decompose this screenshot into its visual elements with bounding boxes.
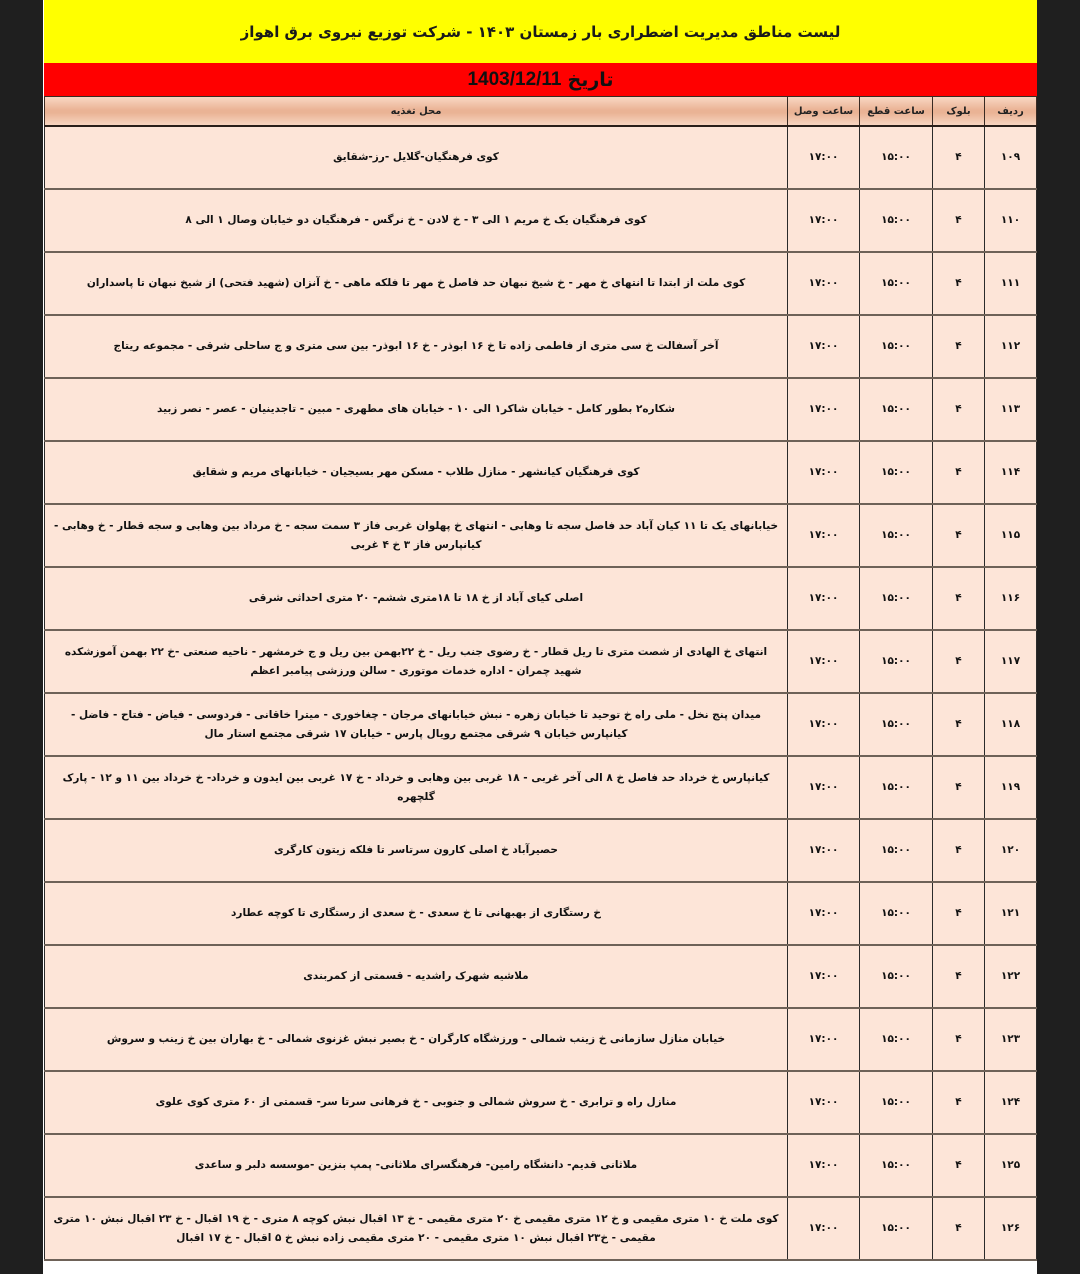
table-row <box>45 945 1037 1008</box>
cell-block: ۴ <box>933 1071 985 1134</box>
cell-row-number: ۱۱۳ <box>985 378 1037 441</box>
cell-block: ۴ <box>933 567 985 630</box>
cell-block: ۴ <box>933 126 985 189</box>
cell-block: ۴ <box>933 504 985 567</box>
cell-block: ۴ <box>933 756 985 819</box>
document-title: لیست مناطق مدیریت اضطراری بار زمستان ۱۴۰۳ - شرکت توزیع نیروی برق اهواز <box>44 0 1037 63</box>
cell-location: کوی فرهنگیان-گلایل -رز-شقایق <box>45 126 788 189</box>
cell-cut-time: ۱۵:۰۰ <box>860 567 933 630</box>
cell-cut-time: ۱۵:۰۰ <box>860 882 933 945</box>
table-row <box>45 693 1037 756</box>
cell-location: انتهای خ الهادی از شصت متری تا ریل قطار - خ رضوی جنب ریل - خ ۲۲بهمن بین ریل و ج خرمشهر - ناحیه صنعتی -خ ۲۲ بهمن آموزشکده شهید چمران - اداره خدمات موتوری - سالن ورزشی پیامبر اعظم <box>45 630 788 693</box>
cell-location: کیانپارس خ خرداد حد فاصل خ ۸ الی آخر غربی - ۱۸ غربی بین وهابی و خرداد - خ ۱۷ غربی بین ایدون و خرداد- خ خرداد بین ۱۱ و ۱۲ - پارک گلچهره <box>45 756 788 819</box>
cell-cut-time: ۱۵:۰۰ <box>860 252 933 315</box>
cell-row-number: ۱۱۹ <box>985 756 1037 819</box>
cell-connect-time: ۱۷:۰۰ <box>788 315 860 378</box>
table-row <box>45 756 1037 819</box>
table-row <box>45 1008 1037 1071</box>
cell-cut-time: ۱۵:۰۰ <box>860 126 933 189</box>
cell-cut-time: ۱۵:۰۰ <box>860 441 933 504</box>
cell-location: شکاره۲ بطور کامل - خیابان شاکر۱ الی ۱۰ - خیابان های مطهری - مبین - تاجدینیان - عصر - نصر زبید <box>45 378 788 441</box>
cell-location: کوی ملت از ابتدا تا انتهای خ مهر - خ شیخ نبهان حد فاصل خ مهر تا فلکه ماهی - خ آنزان (شهید فتحی) از شیخ نبهان تا پاسداران <box>45 252 788 315</box>
cell-block: ۴ <box>933 819 985 882</box>
table-row <box>45 252 1037 315</box>
cell-location: منازل راه و ترابری - خ سروش شمالی و جنوبی - خ فرهانی سرتا سر- قسمتی از ۶۰ متری کوی علوی <box>45 1071 788 1134</box>
table-row <box>45 630 1037 693</box>
cell-block: ۴ <box>933 693 985 756</box>
document-sheet <box>43 0 1037 1274</box>
cell-row-number: ۱۱۷ <box>985 630 1037 693</box>
cell-location: اصلی کیای آباد از خ ۱۸ تا ۱۸متری ششم- ۲۰ متری احداثی شرقی <box>45 567 788 630</box>
table-row <box>45 819 1037 882</box>
cell-row-number: ۱۱۲ <box>985 315 1037 378</box>
cell-row-number: ۱۲۱ <box>985 882 1037 945</box>
cell-cut-time: ۱۵:۰۰ <box>860 315 933 378</box>
cell-location: کوی فرهنگیان یک خ مریم ۱ الی ۳ - خ لادن - خ نرگس - فرهنگیان دو خیابان وصال ۱ الی ۸ <box>45 189 788 252</box>
cell-connect-time: ۱۷:۰۰ <box>788 189 860 252</box>
cell-connect-time: ۱۷:۰۰ <box>788 1008 860 1071</box>
cell-location: آخر آسفالت خ سی متری از فاطمی زاده تا خ ۱۶ ابوذر - خ ۱۶ ابوذر- بین سی متری و ج ساحلی شرقی - مجموعه ریتاج <box>45 315 788 378</box>
cell-row-number: ۱۲۰ <box>985 819 1037 882</box>
cell-location: کوی ملت خ ۱۰ متری مقیمی و خ ۱۲ متری مقیمی خ ۲۰ متری مقیمی - خ ۱۳ اقبال نبش کوچه ۸ متری - خ ۱۹ اقبال - خ ۲۳ اقبال نبش ۱۰ متری مقیمی - خ۲۳ اقبال نبش ۱۰ متری مقیمی - ۲۰ متری مقیمی زاده نبش خ ۵ اقبال - خ ۱۷ اقبال <box>45 1197 788 1260</box>
cell-row-number: ۱۱۸ <box>985 693 1037 756</box>
cell-row-number: ۱۱۱ <box>985 252 1037 315</box>
column-header-location: محل تغذیه <box>45 97 788 127</box>
cell-cut-time: ۱۵:۰۰ <box>860 1197 933 1260</box>
table-row <box>45 315 1037 378</box>
cell-location: کوی فرهنگیان کیانشهر - منازل طلاب - مسکن مهر بسیجیان - خیابانهای مریم و شقایق <box>45 441 788 504</box>
column-header-block: بلوک <box>933 97 985 127</box>
table-row <box>45 378 1037 441</box>
cell-connect-time: ۱۷:۰۰ <box>788 630 860 693</box>
table-row <box>45 189 1037 252</box>
cell-row-number: ۱۱۵ <box>985 504 1037 567</box>
table-row <box>45 126 1037 189</box>
table-body <box>45 126 1037 1260</box>
cell-cut-time: ۱۵:۰۰ <box>860 693 933 756</box>
cell-connect-time: ۱۷:۰۰ <box>788 819 860 882</box>
table-row <box>45 504 1037 567</box>
cell-location: خ رستگاری از بهبهانی تا خ سعدی - خ سعدی از رستگاری تا کوچه عطارد <box>45 882 788 945</box>
cell-row-number: ۱۰۹ <box>985 126 1037 189</box>
cell-location: میدان پنج نخل - ملی راه خ توحید تا خیابان زهره - نبش خیابانهای مرجان - چغاخوری - میترا خاقانی - فردوسی - فیاض - فتاح - فاضل - کیانپارس خیابان ۹ شرقی مجتمع رویال پارس - خیابان ۱۷ شرقی مجتمع استار مال <box>45 693 788 756</box>
cell-block: ۴ <box>933 315 985 378</box>
cell-block: ۴ <box>933 252 985 315</box>
cell-location: ملاثانی قدیم- دانشگاه رامین- فرهنگسرای ملاثانی- پمپ بنزین -موسسه دلبر و ساعدی <box>45 1134 788 1197</box>
cell-row-number: ۱۱۰ <box>985 189 1037 252</box>
cell-location: خیابانهای یک تا ۱۱ کیان آباد حد فاصل سجه تا وهابی - انتهای خ پهلوان غربی فاز ۳ سمت سجه - خ مرداد بین وهابی و سجه قطار - خ وهابی - کیانپارس فاز ۳ خ ۴ غربی <box>45 504 788 567</box>
cell-block: ۴ <box>933 378 985 441</box>
cell-row-number: ۱۱۴ <box>985 441 1037 504</box>
cell-cut-time: ۱۵:۰۰ <box>860 945 933 1008</box>
cell-cut-time: ۱۵:۰۰ <box>860 630 933 693</box>
cell-connect-time: ۱۷:۰۰ <box>788 567 860 630</box>
cell-row-number: ۱۲۴ <box>985 1071 1037 1134</box>
cell-cut-time: ۱۵:۰۰ <box>860 378 933 441</box>
cell-row-number: ۱۲۲ <box>985 945 1037 1008</box>
cell-location: خیابان منازل سازمانی خ زینب شمالی - ورزشگاه کارگران - خ بصیر نبش غزنوی شمالی - خ بهاران بین خ زینب و سروش <box>45 1008 788 1071</box>
cell-block: ۴ <box>933 1197 985 1260</box>
cell-row-number: ۱۲۳ <box>985 1008 1037 1071</box>
table-row <box>45 1134 1037 1197</box>
cell-row-number: ۱۲۶ <box>985 1197 1037 1260</box>
cell-cut-time: ۱۵:۰۰ <box>860 1134 933 1197</box>
cell-block: ۴ <box>933 630 985 693</box>
table-header-row <box>45 97 1037 127</box>
cell-connect-time: ۱۷:۰۰ <box>788 252 860 315</box>
cell-cut-time: ۱۵:۰۰ <box>860 504 933 567</box>
cell-connect-time: ۱۷:۰۰ <box>788 1071 860 1134</box>
cell-block: ۴ <box>933 441 985 504</box>
date-banner <box>44 63 1037 96</box>
cell-cut-time: ۱۵:۰۰ <box>860 1008 933 1071</box>
date-value: 1403/12/11 <box>467 68 562 90</box>
cell-connect-time: ۱۷:۰۰ <box>788 945 860 1008</box>
table-row <box>45 441 1037 504</box>
table-row <box>45 1071 1037 1134</box>
cell-connect-time: ۱۷:۰۰ <box>788 756 860 819</box>
column-header-cut-time: ساعت قطع <box>860 97 933 127</box>
table-row <box>45 1197 1037 1260</box>
cell-row-number: ۱۱۶ <box>985 567 1037 630</box>
cell-connect-time: ۱۷:۰۰ <box>788 126 860 189</box>
cell-block: ۴ <box>933 1134 985 1197</box>
cell-connect-time: ۱۷:۰۰ <box>788 1134 860 1197</box>
cell-block: ۴ <box>933 882 985 945</box>
cell-connect-time: ۱۷:۰۰ <box>788 378 860 441</box>
table-row <box>45 567 1037 630</box>
date-label: تاریخ <box>567 68 614 91</box>
cell-connect-time: ۱۷:۰۰ <box>788 1197 860 1260</box>
table-row <box>45 882 1037 945</box>
cell-connect-time: ۱۷:۰۰ <box>788 441 860 504</box>
cell-location: حصیرآباد خ اصلی کارون سرتاسر تا فلکه زیتون کارگری <box>45 819 788 882</box>
outage-schedule-table <box>44 96 1037 1261</box>
cell-block: ۴ <box>933 1008 985 1071</box>
cell-connect-time: ۱۷:۰۰ <box>788 882 860 945</box>
cell-cut-time: ۱۵:۰۰ <box>860 189 933 252</box>
cell-cut-time: ۱۵:۰۰ <box>860 819 933 882</box>
cell-location: ملاشیه شهرک راشدیه - قسمتی از کمربندی <box>45 945 788 1008</box>
cell-row-number: ۱۲۵ <box>985 1134 1037 1197</box>
column-header-row-number: ردیف <box>985 97 1037 127</box>
cell-connect-time: ۱۷:۰۰ <box>788 693 860 756</box>
cell-connect-time: ۱۷:۰۰ <box>788 504 860 567</box>
cell-block: ۴ <box>933 189 985 252</box>
cell-block: ۴ <box>933 945 985 1008</box>
column-header-connect-time: ساعت وصل <box>788 97 860 127</box>
cell-cut-time: ۱۵:۰۰ <box>860 1071 933 1134</box>
cell-cut-time: ۱۵:۰۰ <box>860 756 933 819</box>
